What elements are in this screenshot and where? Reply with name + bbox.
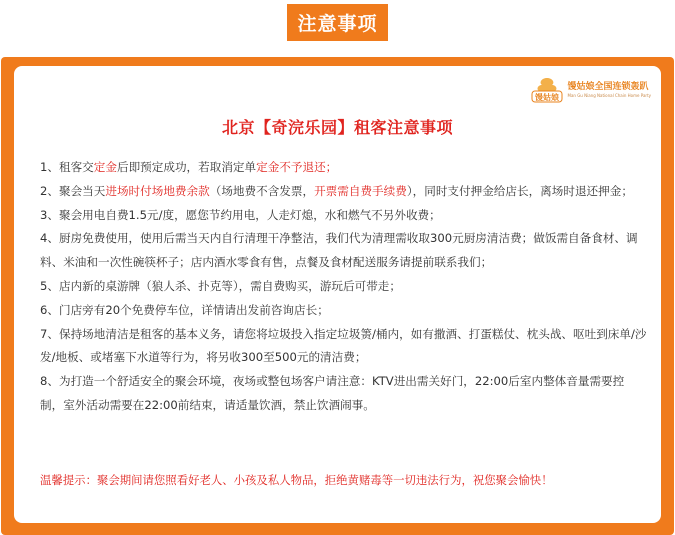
brand-name: 馒姑娘全国连锁轰趴 <box>567 81 649 92</box>
rule-item <box>40 156 647 180</box>
rule-text: 1、租客交 <box>40 160 94 174</box>
rule-text: 6、门店旁有20个免费停车位，详情请出发前咨询店长； <box>40 302 329 317</box>
rule-item <box>40 299 647 323</box>
header-tab <box>287 4 388 41</box>
rule-item <box>40 180 647 204</box>
brand-logo-icon <box>530 76 564 104</box>
notice-title: 北京【奇浣乐园】租客注意事项 <box>221 118 453 137</box>
warm-reminder: 温馨提示：聚会期间请您照看好老人、小孩及私人物品，拒绝黄赌毒等一切违法行为，祝您聚会愉快！ <box>40 473 553 487</box>
rule-text: 3、聚会用电自费1.5元/度，愿您节约用电，人走灯熄，水和燃气不另外收费； <box>40 207 441 222</box>
rules-list <box>40 156 647 418</box>
rule-text: 4、厨房免费使用，使用后需当天内自行清理干净整洁，我们代为清理需收取300元厨房清洁费；做饭需自备食材、调料、米油和一次性碗筷杯子；店内酒水零食有售，点餐及食材配送服务请提前联系我们； <box>40 231 638 270</box>
header-tab-label: 注意事项 <box>297 13 378 35</box>
rule-text: 5、店内新的桌游牌（狼人杀、扑克等），需自费购买，游玩后可带走； <box>40 278 401 293</box>
brand-logo-mark-text: 馒姑娘 <box>534 93 559 102</box>
rule-item <box>40 227 647 275</box>
rule-text: 2、聚会当天 <box>40 183 106 198</box>
rule-text: 7、保持场地清洁是租客的基本义务，请您将垃圾投入指定垃圾箦/桶内，如有撒酒、打蛋糕仗、枕头战、呕吐到床单/沙发/地板、或堵塞下水道等行为，将另收300至500元的清洁费； <box>40 326 647 365</box>
rule-highlight-text: 定金不予退还； <box>256 160 338 174</box>
rule-item <box>40 370 647 418</box>
rule-text: 8、为打造一个舒适安全的聚会环境，夜场或整包场客户请注意：KTV进出需关好门，22:00后室内整体音量需要控制，室外活动需要在22:00前结束，请适量饮酒，禁止饮酒闹事。 <box>40 374 625 412</box>
rule-highlight-text: 开票需自费手续费 <box>314 183 407 198</box>
rule-highlight-text: 进场时付场地费余款 <box>105 183 210 198</box>
rule-item <box>40 275 647 299</box>
rule-text: ），同时支付押金给店长，离场时退还押金； <box>406 183 633 198</box>
rule-item <box>40 204 647 228</box>
rule-item <box>40 323 647 371</box>
rule-text: （场地费不含发票， <box>209 183 315 198</box>
rule-text: 后即预定成功，若取消定单 <box>116 160 257 174</box>
brand-logo <box>530 76 652 104</box>
brand-subtitle: Man Gu Niang National Chain Home Party <box>567 92 651 98</box>
rule-highlight-text: 定金 <box>93 160 117 174</box>
notice-card <box>14 66 661 523</box>
